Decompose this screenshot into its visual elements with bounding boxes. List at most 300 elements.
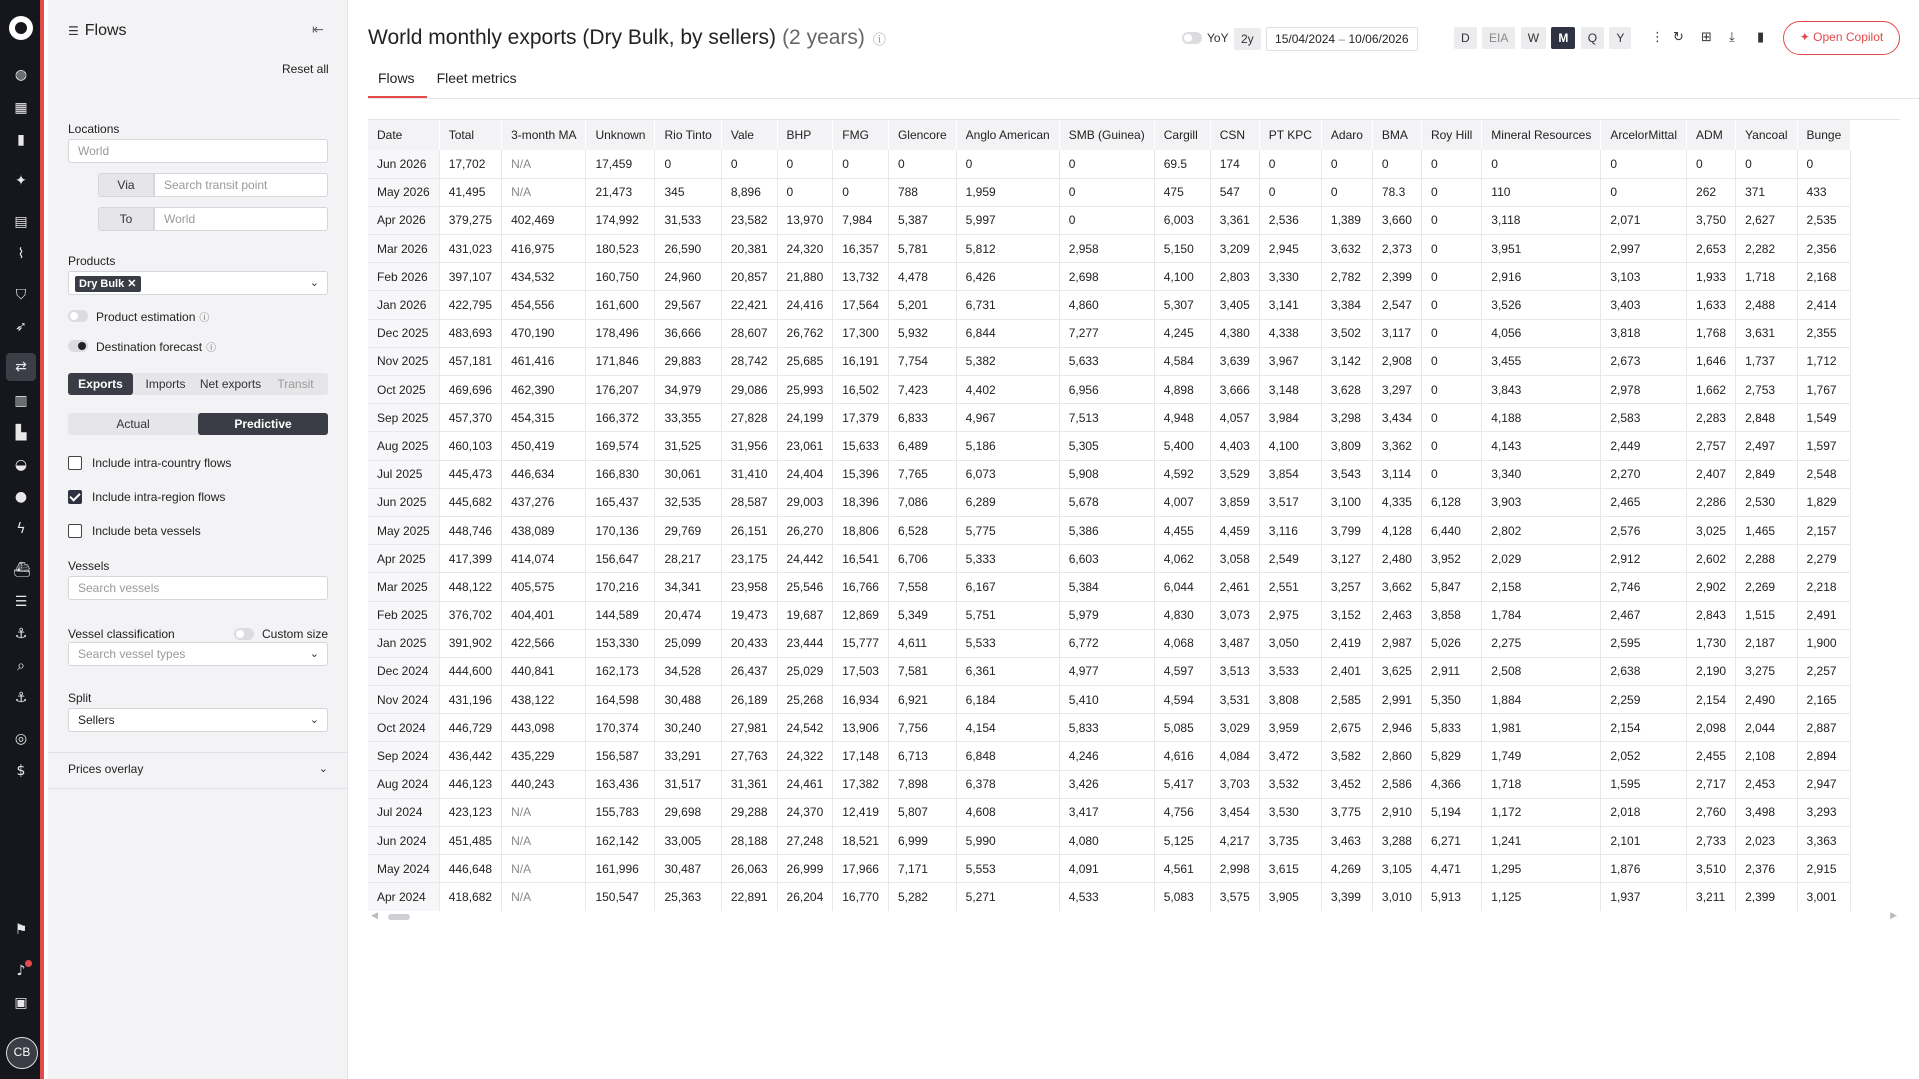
vessels-input[interactable]: Search vessels: [68, 576, 328, 600]
table-cell: 2,488: [1736, 291, 1797, 319]
table-cell: 5,201: [888, 291, 956, 319]
custom-size-toggle[interactable]: [234, 628, 254, 640]
column-header[interactable]: Mineral Resources: [1482, 120, 1601, 150]
table-row: [368, 376, 1851, 404]
table-cell: 1,730: [1687, 629, 1736, 657]
table-cell: 3,858: [1421, 601, 1481, 629]
power-icon[interactable]: ϟ: [16, 521, 26, 537]
table-cell: 434,532: [502, 263, 586, 291]
table-cell: 0: [1421, 404, 1481, 432]
row-date-cell: Jul 2025: [368, 460, 439, 488]
beta-vessels-checkbox[interactable]: [68, 524, 82, 538]
divider: [368, 98, 1919, 99]
table-cell: 16,502: [833, 376, 889, 404]
shield-icon[interactable]: ⛉: [15, 287, 27, 303]
table-cell: 457,181: [439, 347, 501, 375]
column-header[interactable]: Roy Hill: [1421, 120, 1481, 150]
table-cell: 3,843: [1482, 376, 1601, 404]
table-cell: 33,005: [655, 827, 721, 855]
table-cell: 0: [777, 150, 833, 178]
table-cell: 2,414: [1797, 291, 1851, 319]
table-cell: 3,533: [1259, 657, 1321, 685]
table-cell: 3,632: [1321, 235, 1372, 263]
info-icon[interactable]: ⓘ: [872, 33, 886, 48]
table-cell: 30,240: [655, 714, 721, 742]
tab-exports[interactable]: Exports: [68, 373, 133, 395]
table-cell: 6,361: [956, 657, 1059, 685]
table-cell: 0: [1372, 150, 1421, 178]
table-cell: 6,289: [956, 488, 1059, 516]
flows-icon[interactable]: ⇄: [6, 353, 36, 381]
table-cell: 17,300: [833, 319, 889, 347]
ship-icon[interactable]: ➶: [15, 319, 27, 335]
table-cell: 440,243: [502, 770, 586, 798]
tab-actual[interactable]: Actual: [116, 417, 150, 431]
search-icon[interactable]: ⌕: [17, 658, 25, 674]
table-cell: 0: [833, 178, 889, 206]
row-date-cell: Oct 2024: [368, 714, 439, 742]
table-cell: 4,594: [1154, 686, 1210, 714]
table-cell: 2,551: [1259, 573, 1321, 601]
table-cell: 2,602: [1687, 545, 1736, 573]
table-cell: 1,595: [1601, 770, 1687, 798]
column-header[interactable]: Yancoal: [1736, 120, 1797, 150]
table-cell: 18,806: [833, 516, 889, 544]
row-date-cell: Apr 2025: [368, 545, 439, 573]
table-cell: 5,833: [1421, 714, 1481, 742]
mode-tabs: [68, 413, 328, 435]
table-cell: 262: [1687, 178, 1736, 206]
table-cell: 1,465: [1736, 516, 1797, 544]
table-cell: 404,401: [502, 601, 586, 629]
more-options-icon[interactable]: ⋮: [1651, 30, 1664, 45]
table-cell: 2,356: [1797, 235, 1851, 263]
table-cell: 24,542: [777, 714, 833, 742]
table-cell: 155,783: [586, 798, 655, 826]
table-cell: 4,616: [1154, 742, 1210, 770]
table-cell: 17,564: [833, 291, 889, 319]
vessel-types-select[interactable]: [68, 642, 328, 666]
table-cell: 2,108: [1736, 742, 1797, 770]
bookmark-icon[interactable]: ▮: [1757, 30, 1765, 45]
table-cell: 3,502: [1321, 319, 1372, 347]
table-cell: 6,528: [888, 516, 956, 544]
table-cell: 4,154: [956, 714, 1059, 742]
table-row: [368, 855, 1851, 883]
tab-transit[interactable]: Transit: [277, 377, 314, 391]
table-cell: 169,574: [586, 432, 655, 460]
table-cell: 397,107: [439, 263, 501, 291]
table-cell: 174,992: [586, 206, 655, 234]
table-cell: 5,908: [1059, 460, 1154, 488]
table-cell: 26,762: [777, 319, 833, 347]
table-cell: 29,086: [721, 376, 777, 404]
column-header[interactable]: BHP: [777, 120, 833, 150]
products-select[interactable]: [68, 271, 328, 295]
table-cell: 3,340: [1482, 460, 1601, 488]
destination-forecast-toggle[interactable]: [68, 340, 88, 352]
table-cell: 5,349: [888, 601, 956, 629]
tab-net-exports[interactable]: Net exports: [199, 377, 262, 391]
table-cell: 29,698: [655, 798, 721, 826]
table-row: [368, 827, 1851, 855]
table-cell: 483,693: [439, 319, 501, 347]
reset-all-button[interactable]: Reset all: [282, 62, 329, 76]
horizontal-scrollbar[interactable]: [368, 913, 1900, 921]
table-cell: 3,660: [1372, 206, 1421, 234]
table-cell: 3,463: [1321, 827, 1372, 855]
table-cell: 1,768: [1687, 319, 1736, 347]
table-cell: 448,746: [439, 516, 501, 544]
tab-predictive[interactable]: Predictive: [198, 413, 328, 435]
table-cell: 6,956: [1059, 376, 1154, 404]
table-cell: 423,123: [439, 798, 501, 826]
table-row: [368, 291, 1851, 319]
table-cell: 4,007: [1154, 488, 1210, 516]
table-cell: 0: [1601, 150, 1687, 178]
table-cell: 3,532: [1259, 770, 1321, 798]
table-cell: 5,417: [1154, 770, 1210, 798]
table-cell: 20,381: [721, 235, 777, 263]
table-cell: 2,975: [1259, 601, 1321, 629]
table-cell: 21,473: [586, 178, 655, 206]
grid-icon[interactable]: ⊞: [1701, 30, 1712, 45]
table-cell: 1,549: [1797, 404, 1851, 432]
locations-input[interactable]: World: [68, 139, 328, 163]
table-cell: 1,646: [1687, 347, 1736, 375]
table-cell: 28,607: [721, 319, 777, 347]
copilot-label: Open Copilot: [1813, 30, 1884, 44]
via-button[interactable]: Via: [98, 173, 154, 197]
table-cell: 2,023: [1736, 827, 1797, 855]
column-header[interactable]: Date: [368, 120, 439, 150]
divider: [48, 788, 348, 789]
table-cell: 4,584: [1154, 347, 1210, 375]
column-header[interactable]: ADM: [1687, 120, 1736, 150]
table-cell: 4,080: [1059, 827, 1154, 855]
satellite-icon[interactable]: ◎: [14, 731, 28, 747]
table-cell: 2,987: [1372, 629, 1421, 657]
destination-forecast-text: Destination forecast: [96, 340, 203, 354]
bell-icon[interactable]: ♪: [16, 963, 26, 979]
dashboard-icon[interactable]: ▦: [14, 100, 28, 116]
flows-table-container[interactable]: [368, 119, 1900, 911]
table-cell: 26,063: [721, 855, 777, 883]
column-header[interactable]: SMB (Guinea): [1059, 120, 1154, 150]
table-cell: 170,216: [586, 573, 655, 601]
period-selector[interactable]: 2y: [1234, 28, 1261, 50]
column-header[interactable]: BMA: [1372, 120, 1421, 150]
table-cell: 2,733: [1687, 827, 1736, 855]
table-cell: 34,341: [655, 573, 721, 601]
table-row: [368, 319, 1851, 347]
port-icon[interactable]: ⚓: [14, 626, 28, 642]
table-cell: 3,543: [1321, 460, 1372, 488]
table-cell: 3,455: [1482, 347, 1601, 375]
yoy-toggle[interactable]: [1182, 32, 1202, 44]
table-cell: 2,638: [1601, 657, 1687, 685]
globe-icon[interactable]: ◍: [14, 67, 28, 83]
table-cell: 0: [833, 150, 889, 178]
table-cell: 0: [1421, 235, 1481, 263]
table-cell: 174: [1210, 150, 1259, 178]
table-cell: 422,795: [439, 291, 501, 319]
table-cell: 2,407: [1687, 460, 1736, 488]
granularity-w[interactable]: W: [1521, 27, 1546, 49]
table-cell: 2,978: [1601, 376, 1687, 404]
table-cell: 3,818: [1601, 319, 1687, 347]
column-header[interactable]: Bunge: [1797, 120, 1851, 150]
table-cell: 0: [1421, 347, 1481, 375]
column-header[interactable]: Vale: [721, 120, 777, 150]
building-icon[interactable]: ▙: [15, 425, 27, 441]
column-header[interactable]: Anglo American: [956, 120, 1059, 150]
column-header[interactable]: PT KPC: [1259, 120, 1321, 150]
table-cell: 3,775: [1321, 798, 1372, 826]
table-cell: 5,775: [956, 516, 1059, 544]
table-cell: 2,168: [1797, 263, 1851, 291]
table-cell: 454,315: [502, 404, 586, 432]
table-cell: 436,442: [439, 742, 501, 770]
table-cell: 2,958: [1059, 235, 1154, 263]
flag-icon[interactable]: ⚑: [14, 922, 28, 938]
table-cell: 460,103: [439, 432, 501, 460]
column-header[interactable]: ArcelorMittal: [1601, 120, 1687, 150]
granularity-q[interactable]: Q: [1581, 27, 1604, 49]
table-cell: 3,905: [1259, 883, 1321, 911]
granularity-d[interactable]: D: [1454, 27, 1477, 49]
tab-fleet-metrics[interactable]: Fleet metrics: [436, 70, 517, 86]
table-cell: 2,946: [1372, 714, 1421, 742]
vessel-icon[interactable]: ⛴: [13, 562, 31, 578]
open-copilot-button[interactable]: [1783, 21, 1900, 55]
table-cell: 1,981: [1482, 714, 1601, 742]
table-cell: 7,171: [888, 855, 956, 883]
table-cell: 0: [655, 150, 721, 178]
table-cell: 379,275: [439, 206, 501, 234]
table-cell: 4,455: [1154, 516, 1210, 544]
fire-icon[interactable]: ●: [14, 489, 28, 505]
table-cell: 3,417: [1059, 798, 1154, 826]
list-icon[interactable]: ☰: [14, 594, 28, 610]
table-header-row: [368, 120, 1851, 150]
table-cell: 31,956: [721, 432, 777, 460]
table-cell: 3,454: [1210, 798, 1259, 826]
table-cell: 3,808: [1259, 686, 1321, 714]
scroll-left-icon[interactable]: ◀: [371, 911, 378, 921]
download-icon[interactable]: ⤓: [1729, 30, 1735, 45]
table-cell: 1,933: [1687, 263, 1736, 291]
scroll-right-icon[interactable]: ▶: [1890, 911, 1897, 921]
product-chip[interactable]: Dry Bulk ✕: [75, 276, 141, 292]
anchor-icon[interactable]: ⚓: [14, 690, 28, 706]
view-tabs: [368, 70, 529, 98]
table-cell: 2,848: [1736, 404, 1797, 432]
table-cell: 2,270: [1601, 460, 1687, 488]
table-cell: 1,125: [1482, 883, 1601, 911]
chevron-down-icon: ⌄: [318, 762, 328, 775]
vessels-label: Vessels: [68, 559, 110, 573]
table-cell: 4,967: [956, 404, 1059, 432]
table-cell: 1,737: [1736, 347, 1797, 375]
table-cell: 24,322: [777, 742, 833, 770]
sparkle-icon[interactable]: ✦: [15, 173, 27, 189]
split-select[interactable]: [68, 708, 328, 732]
column-header[interactable]: Glencore: [888, 120, 956, 150]
table-cell: 1,662: [1687, 376, 1736, 404]
refresh-icon[interactable]: ↻: [1673, 30, 1684, 45]
tab-flows[interactable]: Flows: [368, 70, 427, 98]
row-date-cell: Mar 2025: [368, 573, 439, 601]
table-cell: 5,847: [1421, 573, 1481, 601]
table-cell: 3,487: [1210, 629, 1259, 657]
table-cell: 25,993: [777, 376, 833, 404]
intra-region-checkbox[interactable]: [68, 490, 82, 504]
collapse-panel-icon[interactable]: ⇤: [312, 22, 324, 38]
table-cell: 5,979: [1059, 601, 1154, 629]
info-icon[interactable]: ⓘ: [199, 313, 210, 324]
filters-title-text: Flows: [84, 22, 127, 39]
table-cell: 4,533: [1059, 883, 1154, 911]
column-header[interactable]: Rio Tinto: [655, 120, 721, 150]
table-cell: 18,396: [833, 488, 889, 516]
chart-icon[interactable]: ⌇: [17, 246, 25, 262]
info-icon[interactable]: ⓘ: [206, 343, 217, 354]
table-cell: 2,698: [1059, 263, 1154, 291]
table-cell: 2,585: [1321, 686, 1372, 714]
table-cell: 2,029: [1482, 545, 1601, 573]
table-cell: 461,416: [502, 347, 586, 375]
prices-overlay-toggle[interactable]: [68, 762, 328, 776]
table-cell: 31,525: [655, 432, 721, 460]
table-cell: 30,487: [655, 855, 721, 883]
products-label: Products: [68, 254, 116, 268]
intra-country-checkbox[interactable]: [68, 456, 82, 470]
intra-country-label: Include intra-country flows: [92, 456, 232, 470]
table-cell: 7,423: [888, 376, 956, 404]
table-cell: 5,410: [1059, 686, 1154, 714]
filters-title: [68, 22, 127, 40]
product-estimation-toggle[interactable]: [68, 310, 88, 322]
chevron-down-icon: ⌄: [309, 276, 319, 289]
lng-icon[interactable]: ◒: [14, 457, 28, 473]
table-cell: 2,910: [1372, 798, 1421, 826]
warehouse-icon[interactable]: ▥: [14, 393, 28, 409]
table-cell: 4,402: [956, 376, 1059, 404]
table-cell: 21,880: [777, 263, 833, 291]
table-cell: 17,379: [833, 404, 889, 432]
table-cell: 16,191: [833, 347, 889, 375]
table-cell: 3,141: [1259, 291, 1321, 319]
avatar[interactable]: CB: [6, 1037, 38, 1069]
table-cell: 1,172: [1482, 798, 1601, 826]
scrollbar-thumb[interactable]: [388, 914, 410, 920]
dollar-icon[interactable]: $: [16, 763, 26, 779]
table-cell: 27,763: [721, 742, 777, 770]
table-cell: 162,142: [586, 827, 655, 855]
row-date-cell: Nov 2025: [368, 347, 439, 375]
to-button[interactable]: To: [98, 207, 154, 231]
table-cell: 5,833: [1059, 714, 1154, 742]
row-date-cell: Jan 2025: [368, 629, 439, 657]
app-logo[interactable]: [9, 16, 33, 40]
table-cell: 3,148: [1259, 376, 1321, 404]
table-cell: 3,297: [1372, 376, 1421, 404]
chat-icon[interactable]: ▣: [14, 995, 28, 1011]
table-cell: 4,478: [888, 263, 956, 291]
column-header[interactable]: 3-month MA: [502, 120, 586, 150]
column-header[interactable]: CSN: [1210, 120, 1259, 150]
table-cell: 6,128: [1421, 488, 1481, 516]
via-input[interactable]: Search transit point: [154, 173, 328, 197]
row-date-cell: Aug 2024: [368, 770, 439, 798]
table-cell: 3,152: [1321, 601, 1372, 629]
news-icon[interactable]: ▤: [14, 214, 28, 230]
table-cell: 2,887: [1797, 714, 1851, 742]
table-cell: 418,682: [439, 883, 501, 911]
table-cell: 3,526: [1482, 291, 1601, 319]
table-cell: 4,084: [1210, 742, 1259, 770]
column-header[interactable]: Unknown: [586, 120, 655, 150]
table-cell: 2,190: [1687, 657, 1736, 685]
table-cell: 7,581: [888, 657, 956, 685]
table-cell: 24,199: [777, 404, 833, 432]
table-cell: N/A: [502, 883, 586, 911]
table-cell: 454,556: [502, 291, 586, 319]
table-cell: 3,735: [1259, 827, 1321, 855]
table-cell: 1,784: [1482, 601, 1601, 629]
table-cell: 3,498: [1736, 798, 1797, 826]
table-cell: 6,731: [956, 291, 1059, 319]
granularity-m[interactable]: M: [1551, 27, 1575, 49]
table-cell: 161,996: [586, 855, 655, 883]
table-cell: 0: [1421, 291, 1481, 319]
column-header[interactable]: Total: [439, 120, 501, 150]
table-cell: 166,372: [586, 404, 655, 432]
table-cell: 2,627: [1736, 206, 1797, 234]
column-header[interactable]: FMG: [833, 120, 889, 150]
table-cell: 24,461: [777, 770, 833, 798]
table-cell: 4,403: [1210, 432, 1259, 460]
tab-imports[interactable]: Imports: [145, 377, 186, 391]
table-row: [368, 263, 1851, 291]
table-cell: 2,843: [1687, 601, 1736, 629]
bookmark-icon[interactable]: ▮: [17, 132, 25, 148]
date-range-input[interactable]: [1266, 27, 1418, 51]
granularity-eia[interactable]: EIA: [1482, 27, 1515, 49]
granularity-y[interactable]: Y: [1609, 27, 1631, 49]
table-cell: 1,767: [1797, 376, 1851, 404]
table-cell: 402,469: [502, 206, 586, 234]
table-cell: 2,467: [1601, 601, 1687, 629]
column-header[interactable]: Adaro: [1321, 120, 1372, 150]
table-cell: 5,350: [1421, 686, 1481, 714]
table-cell: 5,932: [888, 319, 956, 347]
to-input[interactable]: World: [154, 207, 328, 231]
table-cell: 19,473: [721, 601, 777, 629]
table-cell: 4,756: [1154, 798, 1210, 826]
table-cell: 2,288: [1736, 545, 1797, 573]
table-cell: 547: [1210, 178, 1259, 206]
table-cell: 13,906: [833, 714, 889, 742]
table-cell: 5,333: [956, 545, 1059, 573]
column-header[interactable]: Cargill: [1154, 120, 1210, 150]
table-cell: 4,335: [1372, 488, 1421, 516]
table-cell: 31,533: [655, 206, 721, 234]
table-cell: 5,026: [1421, 629, 1481, 657]
table-cell: 405,575: [502, 573, 586, 601]
page-subtitle: (2 years): [782, 26, 865, 49]
